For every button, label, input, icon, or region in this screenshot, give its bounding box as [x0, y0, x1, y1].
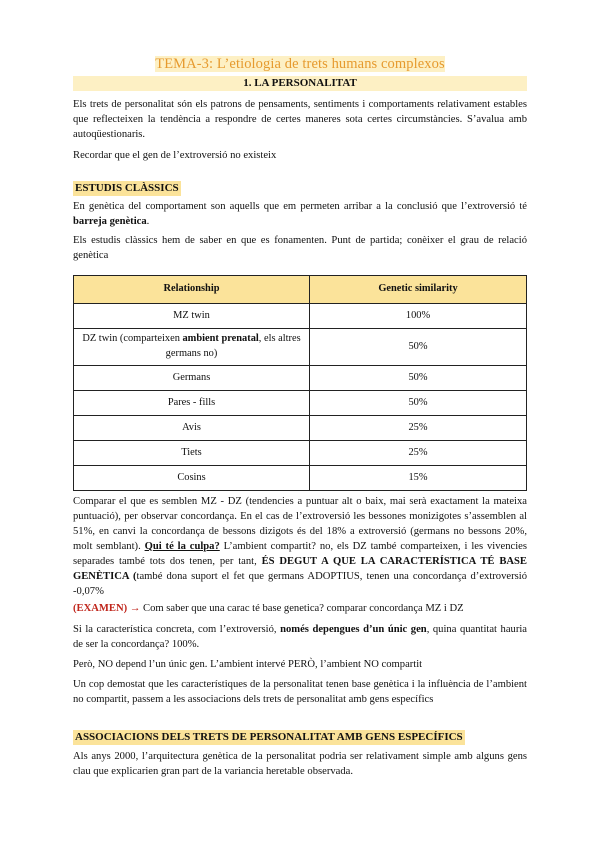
single-gene-bold: només depengues d’un únic gen — [280, 624, 427, 635]
paragraph-single-gene — [73, 622, 527, 652]
table-cell-relationship — [74, 329, 310, 366]
estudis-text-c: . — [146, 216, 150, 228]
paragraph-estudis-2: Els estudis clàssics hem de saber en que es fonamenten. Punt de partida; conèixer el grau de relació genètica — [73, 235, 527, 262]
table-cell-similarity: 25% — [310, 441, 527, 466]
table-cell-similarity: 15% — [310, 466, 527, 491]
table-cell-relationship: Avis — [74, 416, 310, 441]
paragraph-extroversion-gene: Recordar que el gen de l’extroversió no existeix — [73, 150, 277, 161]
estudis-text-bold: barreja genètica — [73, 216, 147, 228]
table-cell-similarity: 50% — [310, 366, 527, 391]
paragraph-examen — [73, 601, 527, 616]
table-cell-relationship: Cosins — [74, 466, 310, 491]
table-cell-similarity: 25% — [310, 416, 527, 441]
table-cell-similarity: 50% — [310, 391, 527, 416]
compare-question: Qui té la culpa? — [144, 541, 220, 553]
compare-text-1: Comparar el que es semblen MZ - DZ (tendencies a puntuar alt o baix, mai serà exactament la mateixa puntuació), per observar concordança. En el cas de l’extroversió les bessones monizigotes s’assemblen al 51%, en canvi la concordança de bessons dizigots és del 18% a extroversió (germans no bessons 20%, molt semblant). — [73, 496, 527, 553]
table-row — [74, 391, 527, 416]
section-heading-personalitat: 1. LA PERSONALITAT — [73, 76, 527, 91]
dz-text-bold: ambient prenatal — [182, 333, 259, 345]
compare-conclusion: ÉS DEGUT A QUE LA CARACTERÍSTICA TÉ BASE GENÈTICA ( — [73, 556, 527, 583]
dz-text-a: DZ twin (comparteixen — [82, 333, 183, 345]
table-header-similarity: Genetic similarity — [310, 276, 527, 304]
table-cell-relationship: Tiets — [74, 441, 310, 466]
compare-text-3: L’ambient compartit? no, els DZ també comparteixen, i les vivencies separades també tots dos tenen, per tant, — [73, 541, 527, 568]
table-cell-relationship: Germans — [74, 366, 310, 391]
paragraph-summary: Un cop demostat que les característiques de la personalitat tenen base genètica i la influència de l’ambient no compartit, passem a les associacions dels trets de personalitat amb gens específics — [73, 679, 527, 706]
table-row — [74, 366, 527, 391]
examen-text: Com saber que una carac té base genetica? comparar concordança MZ i DZ — [140, 603, 464, 614]
table-row — [74, 329, 527, 366]
table-cell-relationship: MZ twin — [74, 304, 310, 329]
table-row — [74, 304, 527, 329]
compare-text-5: també dona suport el fet que germans ADOPTIUS, tenen una concordança d’extroversió -0,07% — [73, 571, 527, 598]
document-title-text: TEMA-3: L’etiologia de trets humans complexos — [155, 56, 445, 72]
estudis-text-a: En genètica del comportament son aquells que em permeten arribar a la conclusió que l’extroversió té — [73, 201, 527, 212]
section-heading-associacions: ASSOCIACIONS DELS TRETS DE PERSONALITAT AMB GENS ESPECÍFICS — [75, 731, 463, 743]
document-title — [0, 54, 600, 75]
table-cell-similarity: 100% — [310, 304, 527, 329]
table-row — [74, 416, 527, 441]
examen-label: (EXAMEN) — [73, 603, 128, 614]
table-header-relationship: Relationship — [74, 276, 310, 304]
table-row — [74, 466, 527, 491]
relationship-table — [73, 275, 527, 491]
paragraph-associacions: Als anys 2000, l’arquitectura genètica de la personalitat podria ser relativament simple amb alguns gens clau que explicarien gran part de la variancia heretable observada. — [73, 751, 527, 778]
single-gene-text-3: , quina quantitat hauria de ser la concordança? 100%. — [73, 624, 528, 651]
paragraph-comparison — [73, 494, 527, 599]
section-heading-estudis: ESTUDIS CLÀSSICS — [75, 182, 179, 194]
table-header-row — [74, 276, 527, 304]
dz-text-c: , els altres germans no) — [165, 333, 301, 359]
single-gene-text-1: Si la característica concreta, com l’extroversió, — [73, 624, 281, 635]
table-cell-similarity: 50% — [310, 329, 527, 366]
paragraph-ambient: Però, NO depend l’un únic gen. L’ambient intervé PERÒ, l’ambient NO compartit — [73, 659, 423, 670]
table-cell-relationship: Pares - fills — [74, 391, 310, 416]
paragraph-estudis-1 — [73, 199, 527, 229]
arrow-right-icon: → — [129, 603, 141, 614]
paragraph-personality-definition: Els trets de personalitat són els patrons de pensaments, sentiments i comportaments relativament estables que reflecteixen la tendència a respondre de certes maneres sota certes circumstàncies. S’avalua amb autoqüestionaris. — [73, 99, 527, 141]
table-row — [74, 441, 527, 466]
